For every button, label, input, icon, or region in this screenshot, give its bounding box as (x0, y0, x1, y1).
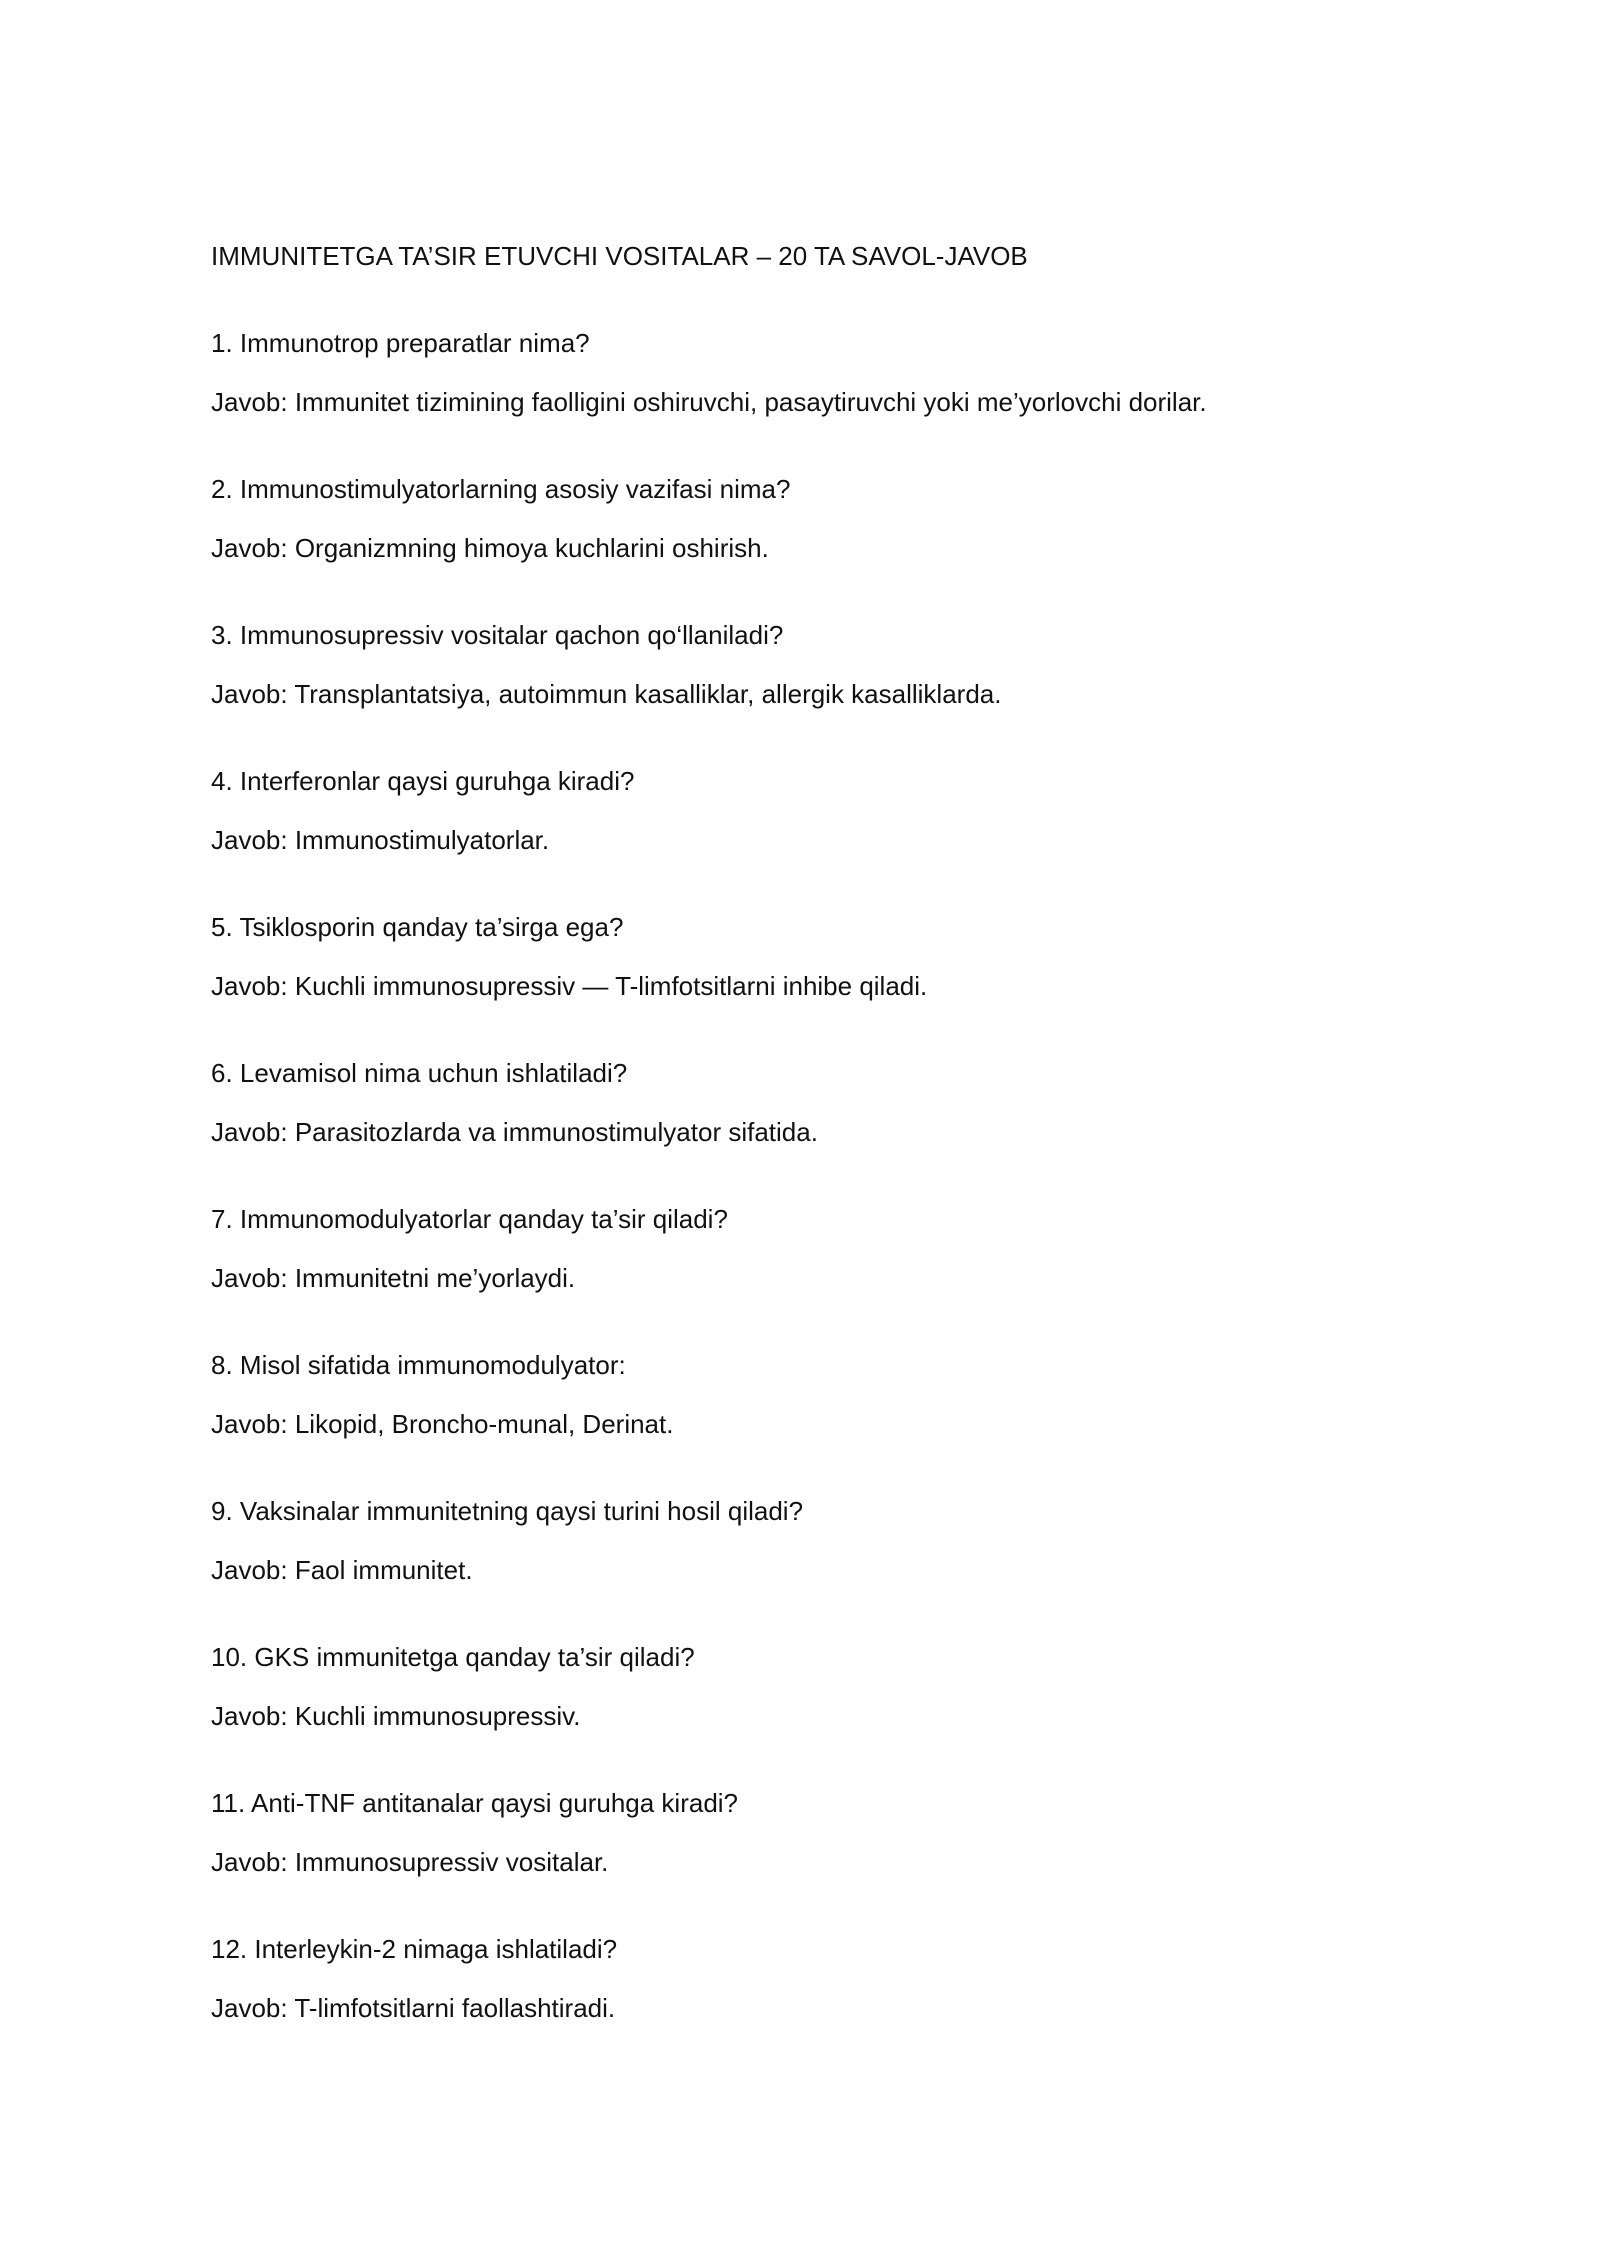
question-11: 11. Anti-TNF antitanalar qaysi guruhga kiradi? (211, 1788, 739, 1818)
qa-item-7 (211, 1199, 1411, 1298)
qa-item-5 (211, 907, 1411, 1006)
qa-item-11 (211, 1783, 1411, 1882)
question-5: 5. Tsiklosporin qanday ta’sirga ega? (211, 912, 624, 942)
answer-11: Javob: Immunosupressiv vositalar. (211, 1847, 609, 1877)
answer-2: Javob: Organizmning himoya kuchlarini oshirish. (211, 533, 769, 563)
question-6: 6. Levamisol nima uchun ishlatiladi? (211, 1058, 628, 1088)
answer-5: Javob: Kuchli immunosupressiv — T-limfotsitlarni inhibe qiladi. (211, 971, 928, 1001)
question-3: 3. Immunosupressiv vositalar qachon qo‘llaniladi? (211, 620, 784, 650)
question-10: 10. GKS immunitetga qanday ta’sir qiladi? (211, 1642, 695, 1672)
answer-4: Javob: Immunostimulyatorlar. (211, 825, 550, 855)
qa-item-9 (211, 1491, 1411, 1590)
answer-3: Javob: Transplantatsiya, autoimmun kasalliklar, allergik kasalliklarda. (211, 679, 1002, 709)
qa-item-6 (211, 1053, 1411, 1152)
qa-item-12 (211, 1929, 1411, 2028)
answer-9: Javob: Faol immunitet. (211, 1555, 473, 1585)
question-1: 1. Immunotrop preparatlar nima? (211, 328, 590, 358)
question-12: 12. Interleykin-2 nimaga ishlatiladi? (211, 1934, 618, 1964)
answer-8: Javob: Likopid, Broncho-munal, Derinat. (211, 1409, 674, 1439)
question-2: 2. Immunostimulyatorlarning asosiy vazifasi nima? (211, 474, 791, 504)
qa-item-4 (211, 761, 1411, 860)
document-content (211, 236, 1411, 2075)
question-9: 9. Vaksinalar immunitetning qaysi turini hosil qiladi? (211, 1496, 804, 1526)
qa-item-8 (211, 1345, 1411, 1444)
document-title: IMMUNITETGA TA’SIR ETUVCHI VOSITALAR – 20 TA SAVOL-JAVOB (211, 241, 1028, 271)
answer-12: Javob: T-limfotsitlarni faollashtiradi. (211, 1993, 616, 2023)
qa-item-10 (211, 1637, 1411, 1736)
answer-1: Javob: Immunitet tizimining faolligini oshiruvchi, pasaytiruvchi yoki me’yorlovchi dorilar. (211, 387, 1207, 417)
question-4: 4. Interferonlar qaysi guruhga kiradi? (211, 766, 635, 796)
question-8: 8. Misol sifatida immunomodulyator: (211, 1350, 626, 1380)
qa-item-3 (211, 615, 1411, 714)
answer-7: Javob: Immunitetni me’yorlaydi. (211, 1263, 576, 1293)
answer-10: Javob: Kuchli immunosupressiv. (211, 1701, 581, 1731)
question-7: 7. Immunomodulyatorlar qanday ta’sir qiladi? (211, 1204, 728, 1234)
answer-6: Javob: Parasitozlarda va immunostimulyator sifatida. (211, 1117, 818, 1147)
qa-item-1 (211, 323, 1411, 422)
qa-item-2 (211, 469, 1411, 568)
